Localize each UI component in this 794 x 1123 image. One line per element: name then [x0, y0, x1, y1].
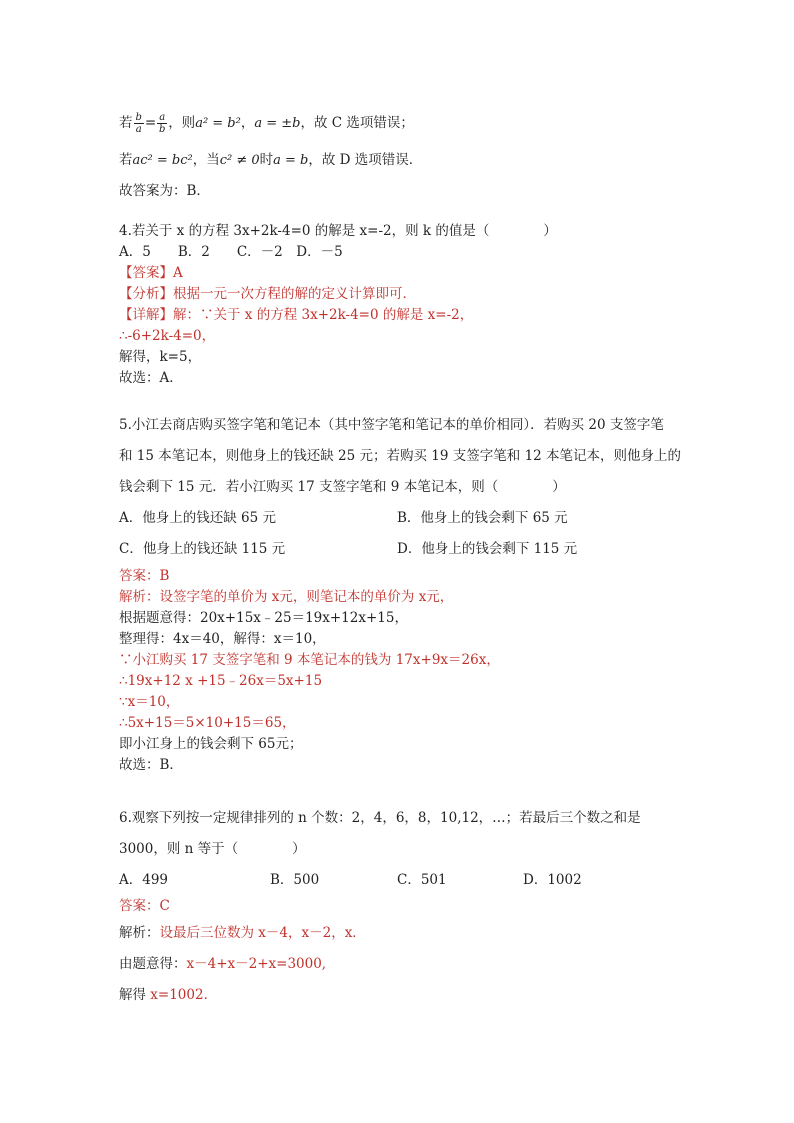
- q3-expr-squares: a² = b²: [195, 116, 241, 131]
- q4-analysis: 【分析】根据一元一次方程的解的定义计算即可．: [119, 286, 416, 302]
- q5-line-1: 5.小江去商店购买签字笔和笔记本（其中签字笔和笔记本的单价相同）．若购买 20 支签字笔: [119, 417, 664, 433]
- q5-line-2: 和 15 本笔记本，则他身上的钱还缺 25 元；若购买 19 支签字笔和 12 本笔记本，则他身上的: [119, 448, 682, 464]
- q6-option-d: D．1002: [523, 872, 582, 888]
- q5-option-b: B．他身上的钱会剩下 65 元: [397, 510, 568, 526]
- q6-option-b: B．500: [270, 872, 320, 888]
- q6-option-a: A．499: [119, 872, 169, 888]
- q5-solution-1: 解析：设签字笔的单价为 x元，则笔记本的单价为 x元，: [119, 589, 454, 605]
- q5-solution-2: 根据题意得：20x+15x﹣25＝19x+12x+15，: [119, 610, 408, 626]
- q4-detail-text: ∵关于 x 的方程 3x+2k-4=0 的解是 x=-2，: [200, 307, 474, 323]
- q3-line1-mid: ，则: [168, 115, 196, 131]
- q5-option-a: A．他身上的钱还缺 65 元: [119, 510, 277, 526]
- q4-answer: 【答案】A: [119, 265, 183, 281]
- q6-solution-3: 解得 x=1002．: [119, 987, 218, 1003]
- q5-option-d: D．他身上的钱会剩下 115 元: [397, 541, 578, 557]
- q3-line-1: 若 $\frac{b}{a}$ = $\frac{a}{b}$ ，则a² = b²，a = ±b，故 C 选项错误；: [119, 112, 414, 135]
- q5-solution-5: ∴19x+12 x +15﹣26x＝5x+15: [119, 673, 323, 689]
- q3-expr-plusminus: a = ±b: [254, 116, 301, 131]
- q3-line1-prefix: 若: [119, 115, 133, 131]
- q5-line-3: 钱会剩下 15 元．若小江购买 17 支签字笔和 9 本笔记本，则（ ）: [119, 479, 566, 495]
- q3-expr-a-eq-b: a = b: [273, 153, 309, 168]
- q4-options: A．5 B．2 C．－2 D．－5: [119, 244, 343, 260]
- q5-solution-9: 故选：B．: [119, 757, 183, 773]
- q4-step-2: 解得，k=5，: [119, 349, 202, 365]
- q5-solution-4: ∵小江购买 17 支签字笔和 9 本笔记本的钱为 17x+9x＝26x，: [119, 652, 500, 668]
- q3-line-2: 若ac² = bc²，当c² ≠ 0时a = b，故 D 选项错误．: [119, 152, 423, 168]
- q5-solution-7: ∴5x+15＝5×10+15＝65，: [119, 715, 296, 731]
- fraction-a-over-b: $\frac{a}{b}$: [159, 112, 166, 135]
- q3-answer-line: 故答案为：B．: [119, 183, 210, 199]
- q5-solution-8: 即小江身上的钱会剩下 65元；: [119, 736, 303, 752]
- q4-step-1: ∴-6+2k-4=0，: [119, 328, 216, 344]
- q3-expr-c2-nonzero: c² ≠ 0: [219, 153, 260, 168]
- q4-detail-label: 【详解】解：: [119, 307, 200, 323]
- q6-line-2: 3000，则 n 等于（ ）: [119, 841, 306, 857]
- q4-detail: [119, 306, 473, 324]
- q5-answer: 答案：B: [119, 568, 170, 584]
- q4-question: 4.若关于 x 的方程 3x+2k-4=0 的解是 x=-2，则 k 的值是（ ）: [119, 223, 557, 239]
- q5-solution-6: ∵x＝10，: [119, 694, 180, 710]
- q6-line-1: 6.观察下列按一定规律排列的 n 个数：2，4，6，8，10,12，…；若最后三个数之和是: [119, 810, 641, 826]
- q5-solution-3: 整理得：4x＝40，解得：x＝10，: [119, 631, 326, 647]
- q6-solution-2: 由题意得：x－4+x－2+x=3000,: [119, 956, 327, 972]
- q3-line1-suffix: ，故 C 选项错误；: [300, 115, 414, 131]
- q6-option-c: C．501: [397, 872, 447, 888]
- q6-answer: 答案：C: [119, 898, 170, 914]
- fraction-b-over-a: $\frac{b}{a}$: [135, 112, 142, 135]
- q4-choice: 故选：A．: [119, 370, 183, 386]
- q5-option-c: C．他身上的钱还缺 115 元: [119, 541, 286, 557]
- q6-solution-1: 解析：设最后三位数为 x－4，x－2，x．: [119, 925, 366, 941]
- q3-expr-ac2: ac² = bc²: [132, 153, 193, 168]
